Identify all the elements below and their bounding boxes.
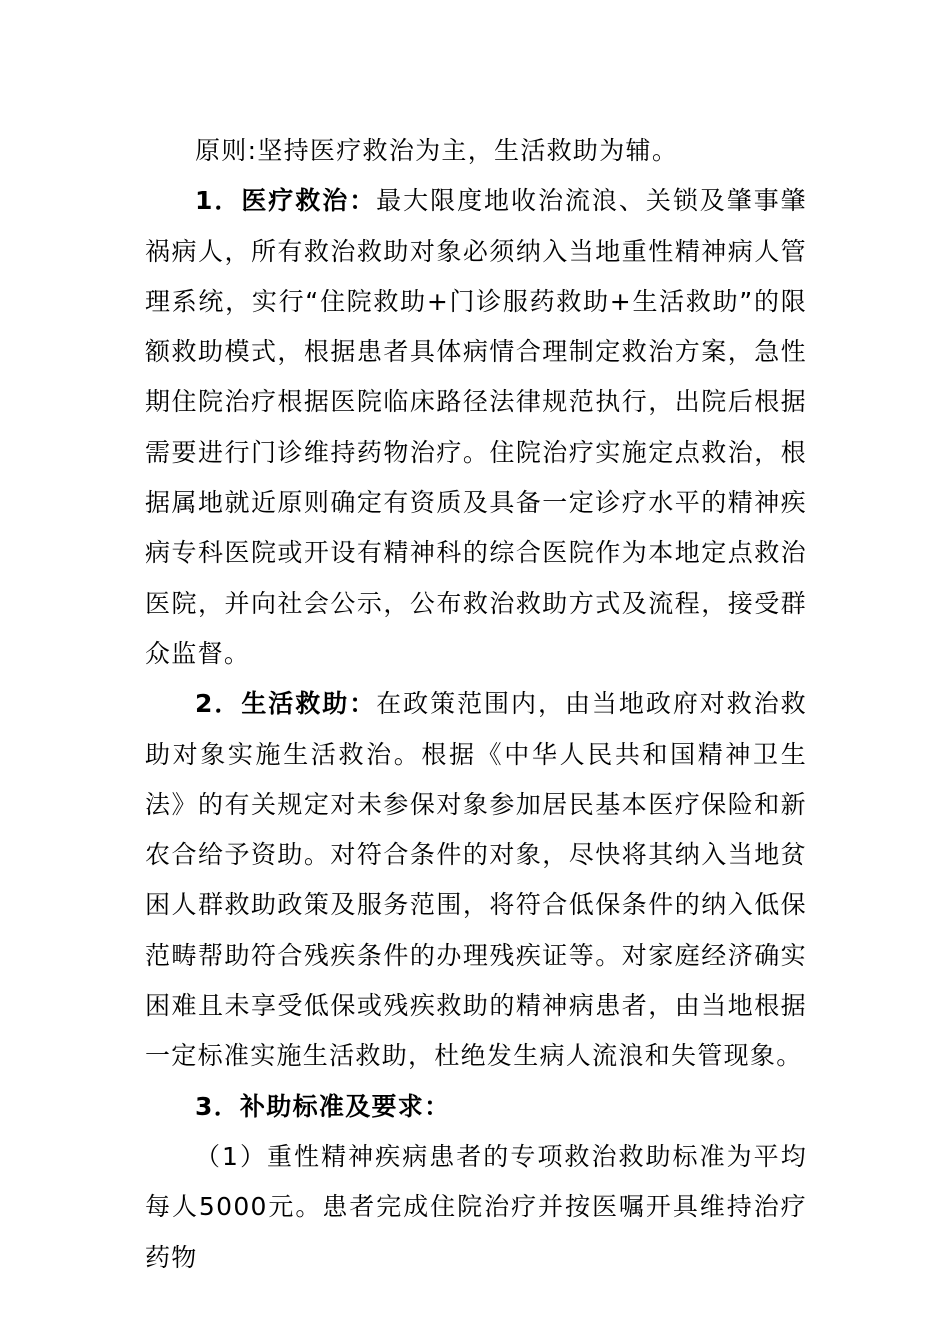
section-subsidy-standards <box>145 1082 807 1132</box>
section-living-assistance <box>145 679 807 1081</box>
section-heading-medical-treatment: 1．医疗救治： <box>195 186 377 216</box>
section-medical-treatment <box>145 176 807 679</box>
section-body-living-assistance: 在政策范围内，由当地政府对救治救助对象实施生活救治。根据《中华人民共和国精神卫生法》的有关规定对未参保对象参加居民基本医疗保险和新农合给予资助。对符合条件的对象，尽快将其纳入当地贫困人群救助政策及服务范围，将符合低保条件的纳入低保范畴帮助符合残疾条件的办理残疾证等。对家庭经济确实困难且未享受低保或残疾救助的精神病患者，由当地根据一定标准实施生活救助，杜绝发生病人流浪和失管现象。 <box>145 689 807 1071</box>
section-heading-subsidy-standards: 3．补助标准及要求： <box>195 1091 451 1121</box>
principle-paragraph: 原则:坚持医疗救治为主，生活救助为辅。 <box>195 136 679 165</box>
subsidy-item-1: （1）重性精神疾病患者的专项救治救助标准为平均每人5000元。患者完成住院治疗并按医嘱开具维持治疗药物 <box>145 1141 807 1272</box>
section-body-medical-treatment: 最大限度地收治流浪、关锁及肇事肇祸病人，所有救治救助对象必须纳入当地重性精神病人管理系统，实行“住院救助+门诊服药救助+生活救助”的限额救助模式，根据患者具体病情合理制定救治方案，急性期住院治疗根据医院临床路径法律规范执行，出院后根据需要进行门诊维持药物治疗。住院治疗实施定点救治，根据属地就近原则确定有资质及具备一定诊疗水平的精神疾病专科医院或开设有精神科的综合医院作为本地定点救治医院，并向社会公示，公布救治救助方式及流程，接受群众监督。 <box>145 186 807 668</box>
section-heading-living-assistance: 2．生活救助： <box>195 689 377 719</box>
document-body <box>145 126 807 1283</box>
